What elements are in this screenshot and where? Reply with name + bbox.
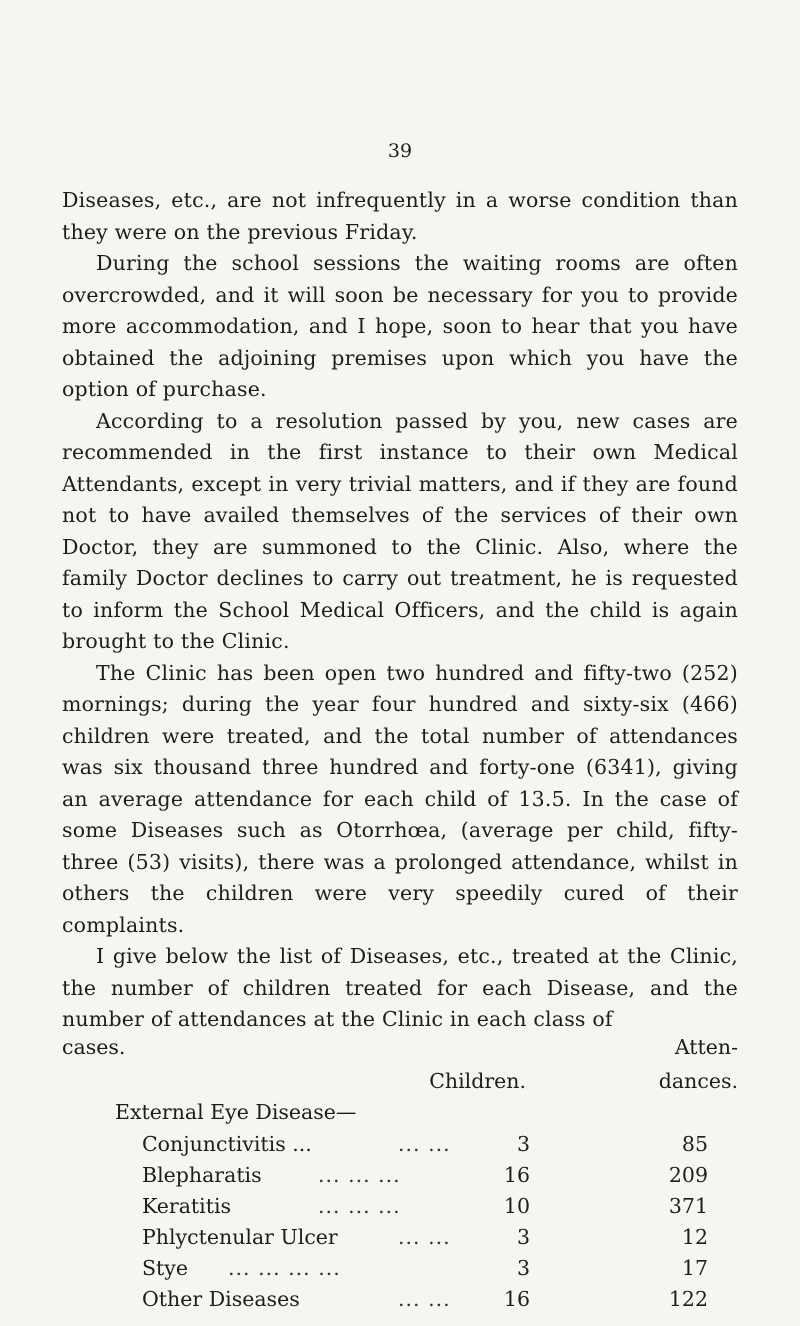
attendance-count: 371 xyxy=(668,1194,708,1218)
children-count: 3 xyxy=(516,1225,530,1249)
table-lead-text: cases. xyxy=(62,1035,126,1059)
table-row xyxy=(0,1225,800,1256)
disease-name: Other Diseases xyxy=(142,1287,300,1311)
leader-dots: ... ... xyxy=(398,1225,451,1249)
disease-name: Blepharatis xyxy=(142,1163,262,1187)
column-header-attendances-line2: dances. xyxy=(658,1069,738,1093)
disease-table xyxy=(0,1132,800,1318)
attendance-count: 12 xyxy=(681,1225,708,1249)
paragraph-1: Diseases, etc., are not infrequently in a worse condition than they were on the previous Friday. xyxy=(62,188,738,244)
leader-dots: ... ... ... ... xyxy=(228,1256,341,1280)
table-header xyxy=(62,1035,738,1105)
attendance-count: 209 xyxy=(668,1163,708,1187)
children-count: 16 xyxy=(503,1163,530,1187)
table-row xyxy=(0,1132,800,1163)
attendance-count: 17 xyxy=(681,1256,708,1280)
page-number: 39 xyxy=(387,140,413,162)
disease-name: Stye xyxy=(142,1256,188,1280)
paragraph-4: The Clinic has been open two hundred and fifty-two (252) mornings; during the year four hundred and sixty-six (466) children were treated, and the total number of attendances was six thousand three hundred and forty-one (6341), giving an average attendance for each child of 13.5. In the case of some Diseases such as Otorrhœa, (average per child, fifty-three (53) visits), there was a prolonged attendance, whilst in others the children were very speedily cured of their complaints. xyxy=(62,660,738,937)
paragraph-3: According to a resolution passed by you, new cases are recommended in the first instance to their own Medical Attendants, except in very trivial matters, and if they are found not to have availed themselves of the services of their own Doctor, they are summoned to the Clinic. Also, where the family Doctor declines to carry out treatment, he is requested to inform the School Medical Officers, and the child is again brought to the Clinic. xyxy=(62,408,738,653)
attendance-count: 85 xyxy=(681,1132,708,1156)
children-count: 10 xyxy=(503,1194,530,1218)
leader-dots: ... ... ... xyxy=(318,1163,401,1187)
table-row xyxy=(0,1194,800,1225)
table-row xyxy=(0,1163,800,1194)
leader-dots: ... ... xyxy=(398,1132,451,1156)
attendance-count: 122 xyxy=(668,1287,708,1311)
leader-dots: ... ... xyxy=(398,1287,451,1311)
children-count: 3 xyxy=(516,1132,530,1156)
children-count: 3 xyxy=(516,1256,530,1280)
disease-name: Conjunctivitis ... xyxy=(142,1132,312,1156)
body-text xyxy=(62,185,738,1036)
table-row xyxy=(0,1287,800,1318)
table-row xyxy=(0,1256,800,1287)
paragraph-2: During the school sessions the waiting rooms are often overcrowded, and it will soon be necessary for you to provide more accommodation, and I hope, soon to hear that you have obtained the adjoining premises upon which you have the option of purchase. xyxy=(62,251,738,401)
children-count: 16 xyxy=(503,1287,530,1311)
disease-name: Keratitis xyxy=(142,1194,232,1218)
leader-dots: ... ... ... xyxy=(318,1194,401,1218)
disease-name: Phlyctenular Ulcer xyxy=(142,1225,338,1249)
table-group-title: External Eye Disease— xyxy=(115,1100,357,1124)
paragraph-5: I give below the list of Diseases, etc., treated at the Clinic, the number of children treated for each Disease, and the number of attendances at the Clinic in each class of xyxy=(62,944,738,1031)
column-header-attendances-line1: Atten- xyxy=(674,1035,738,1059)
column-header-children: Children. xyxy=(429,1069,526,1093)
